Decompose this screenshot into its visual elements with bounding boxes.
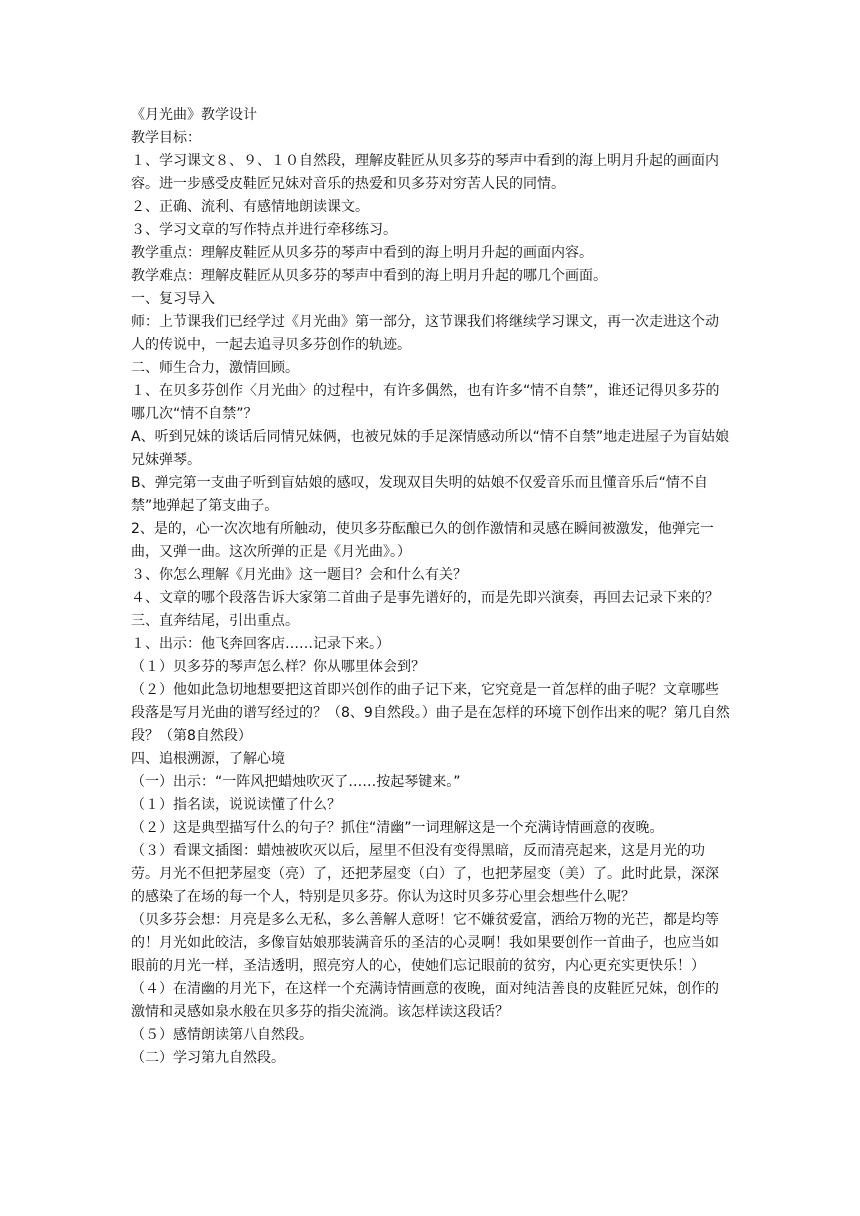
paragraph: （贝多芬会想：月亮是多么无私，多么善解人意呀！它不嫌贫爱富，洒给万物的光芒，都是均等的！月光如此皎洁，多像盲姑娘那装满音乐的圣洁的心灵啊！我如果要创作一首曲子，也应当如眼前的月光一样，圣洁透明，照亮穷人的心，使她们忘记眼前的贫穷，内心更充实更快乐！） [131, 912, 719, 974]
paragraph: １、出示：他飞奔回客店……记录下来。） [131, 636, 390, 652]
paragraph: （一）出示：“一阵风把蜡烛吹灭了……按起琴键来。” [131, 774, 461, 790]
paragraph: 教学难点：理解皮鞋匠从贝多芬的琴声中看到的海上明月升起的哪几个画面。 [131, 268, 607, 284]
section-heading: 一、复习导入 [131, 291, 215, 307]
paragraph: ３、你怎么理解《月光曲》这一题目？会和什么有关？ [131, 567, 467, 583]
paragraph: B、弹完第一支曲子听到盲姑娘的感叹，发现双目失明的姑娘不仅爱音乐而且懂音乐后“情不自禁”地弹起了第支曲子。 [131, 475, 708, 514]
section-heading: 四、追根溯源，了解心境 [131, 751, 285, 767]
document-body [131, 104, 731, 1070]
paragraph: １、在贝多芬创作〈月光曲〉的过程中，有许多偶然，也有许多“情不自禁”，谁还记得贝多芬的哪几次“情不自禁”？ [131, 383, 720, 422]
paragraph: ２、正确、流利、有感情地朗读课文。 [131, 199, 369, 215]
paragraph: 2、是的，心一次次地有所触动，使贝多芬酝酿已久的创作激情和灵感在瞬间被激发，他弹完一曲，又弹一曲。这次所弹的正是《月光曲》。） [131, 521, 714, 560]
paragraph: １、学习课文８、９、１０自然段，理解皮鞋匠从贝多芬的琴声中看到的海上明月升起的画面内容。进一步感受皮鞋匠兄妹对音乐的热爱和贝多芬对穷苦人民的同情。 [131, 153, 719, 192]
section-heading: 三、直奔结尾，引出重点。 [131, 613, 299, 629]
section-heading: 二、师生合力，激情回顾。 [131, 360, 299, 376]
paragraph: （４）在清幽的月光下，在这样一个充满诗情画意的夜晚，面对纯洁善良的皮鞋匠兄妹，创作的激情和灵感如泉水般在贝多芬的指尖流淌。该怎样读这段话？ [131, 981, 719, 1020]
paragraph: 教学重点：理解皮鞋匠从贝多芬的琴声中看到的海上明月升起的画面内容。 [131, 245, 593, 261]
paragraph: （二）学习第九自然段。 [131, 1050, 285, 1066]
paragraph: （１）指名读，说说读懂了什么？ [131, 797, 341, 813]
paragraph: 师：上节课我们已经学过《月光曲》第一部分，这节课我们将继续学习课文，再一次走进这个动人的传说中，一起去追寻贝多芬创作的轨迹。 [131, 314, 719, 353]
paragraph: （５）感情朗读第八自然段。 [131, 1027, 313, 1043]
paragraph: （２）这是典型描写什么的句子？抓住“清幽”一词理解这是一个充满诗情画意的夜晚。 [131, 820, 664, 836]
paragraph: ４、文章的哪个段落告诉大家第二首曲子是事先谱好的，而是先即兴演奏，再回去记录下来的？ [131, 590, 719, 606]
paragraph: 教学目标： [131, 130, 201, 146]
paragraph: （１）贝多芬的琴声怎么样？你从哪里体会到？ [131, 659, 425, 675]
paragraph: A、听到兄妹的谈话后同情兄妹俩，也被兄妹的手足深情感动所以“情不自禁”地走进屋子为盲姑娘兄妹弹琴。 [131, 429, 730, 468]
doc-title: 《月光曲》教学设计 [131, 107, 257, 123]
paragraph: （３）看课文插图：蜡烛被吹灭以后，屋里不但没有变得黑暗，反而清亮起来，这是月光的功劳。月光不但把茅屋变（亮）了，还把茅屋变（白）了，也把茅屋变（美）了。此时此景，深深的感染了在场的每一个人，特别是贝多芬。你认为这时贝多芬心里会想些什么呢？ [131, 843, 719, 905]
paragraph: （２）他如此急切地想要把这首即兴创作的曲子记下来，它究竟是一首怎样的曲子呢？文章哪些段落是写月光曲的谱写经过的？（8、9自然段。）曲子是在怎样的环境下创作出来的呢？第几自然段？（第8自然段） [131, 682, 730, 744]
paragraph: ３、学习文章的写作特点并进行牵移练习。 [131, 222, 397, 238]
